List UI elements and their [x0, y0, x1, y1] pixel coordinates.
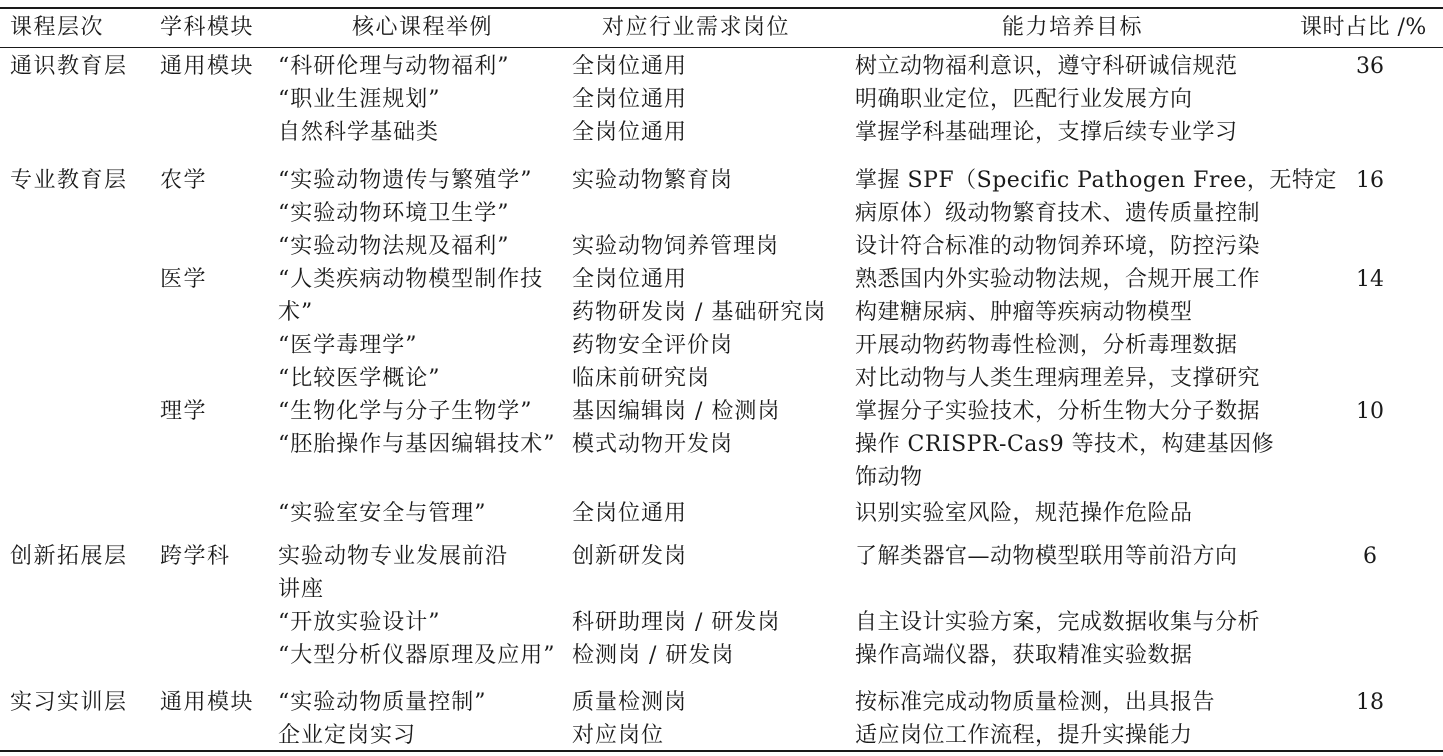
course-cell: 实验动物专业发展前沿	[278, 544, 509, 569]
header-core-courses: 核心课程举例	[352, 15, 494, 40]
course-cell: “生物化学与分子生物学”	[278, 399, 533, 424]
goal-cell: 掌握分子实验技术，分析生物大分子数据	[855, 399, 1261, 424]
goal-cell: 操作高端仪器，获取精准实验数据	[855, 643, 1193, 668]
module-cell: 通用模块	[160, 54, 255, 79]
level-cell: 专业教育层	[10, 168, 128, 193]
position-cell: 科研助理岗 / 研发岗	[572, 610, 781, 635]
course-cell: 术”	[278, 300, 314, 325]
header-hour-ratio: 课时占比 /%	[1300, 15, 1427, 40]
goal-cell: 按标准完成动物质量检测，出具报告	[855, 690, 1216, 715]
ratio-cell: 6	[1363, 544, 1377, 569]
level-cell: 创新拓展层	[10, 544, 128, 569]
position-cell: 质量检测岗	[572, 690, 688, 715]
position-cell: 药物安全评价岗	[572, 333, 734, 358]
goal-cell: 设计符合标准的动物饲养环境，防控污染	[855, 234, 1261, 259]
ratio-cell: 10	[1356, 399, 1384, 424]
position-cell: 对应岗位	[572, 723, 665, 748]
course-cell: “实验动物法规及福利”	[278, 234, 510, 259]
course-cell: 讲座	[278, 577, 325, 602]
course-cell: “胚胎操作与基因编辑技术”	[278, 432, 556, 457]
course-cell: “科研伦理与动物福利”	[278, 54, 510, 79]
position-cell: 全岗位通用	[572, 87, 688, 112]
position-cell: 全岗位通用	[572, 501, 688, 526]
course-cell: 企业定岗实习	[278, 723, 417, 748]
header-job-positions: 对应行业需求岗位	[602, 15, 791, 40]
goal-cell: 识别实验室风险，规范操作危险品	[855, 501, 1193, 526]
module-cell: 通用模块	[160, 690, 255, 715]
goal-cell: 熟悉国内外实验动物法规，合规开展工作	[855, 267, 1261, 292]
position-cell: 实验动物饲养管理岗	[572, 234, 780, 259]
module-cell: 医学	[160, 267, 208, 292]
module-cell: 理学	[160, 399, 208, 424]
position-cell: 实验动物繁育岗	[572, 168, 734, 193]
goal-cell: 掌握 SPF（Specific Pathogen Free，无特定	[855, 168, 1337, 193]
goal-cell: 自主设计实验方案，完成数据收集与分析	[855, 610, 1261, 635]
position-cell: 模式动物开发岗	[572, 432, 734, 457]
goal-cell: 了解类器官—动物模型联用等前沿方向	[855, 544, 1238, 569]
course-cell: “人类疾病动物模型制作技	[278, 267, 544, 292]
goal-cell: 病原体）级动物繁育技术、遗传质量控制	[855, 201, 1261, 226]
header-rule	[0, 47, 1443, 48]
position-cell: 全岗位通用	[572, 54, 688, 79]
position-cell: 基因编辑岗 / 检测岗	[572, 399, 781, 424]
position-cell: 创新研发岗	[572, 544, 688, 569]
ratio-cell: 36	[1356, 54, 1384, 79]
goal-cell: 对比动物与人类生理病理差异，支撑研究	[855, 366, 1261, 391]
course-cell: “实验动物遗传与繁殖学”	[278, 168, 533, 193]
ratio-cell: 16	[1356, 168, 1384, 193]
ratio-cell: 18	[1356, 690, 1384, 715]
course-cell: “比较医学概论”	[278, 366, 441, 391]
course-cell: “实验动物环境卫生学”	[278, 201, 510, 226]
goal-cell: 明确职业定位，匹配行业发展方向	[855, 87, 1193, 112]
bottom-rule	[0, 750, 1443, 752]
goal-cell: 操作 CRISPR-Cas9 等技术，构建基因修	[855, 432, 1275, 457]
goal-cell: 构建糖尿病、肿瘤等疾病动物模型	[855, 300, 1193, 325]
header-level: 课程层次	[10, 15, 105, 40]
position-cell: 临床前研究岗	[572, 366, 711, 391]
header-module: 学科模块	[160, 15, 255, 40]
course-cell: “大型分析仪器原理及应用”	[278, 643, 556, 668]
course-cell: “职业生涯规划”	[278, 87, 441, 112]
goal-cell: 适应岗位工作流程，提升实操能力	[855, 723, 1193, 748]
goal-cell: 开展动物药物毒性检测，分析毒理数据	[855, 333, 1238, 358]
header-ability-goals: 能力培养目标	[1002, 15, 1144, 40]
position-cell: 药物研发岗 / 基础研究岗	[572, 300, 827, 325]
course-cell: “开放实验设计”	[278, 610, 441, 635]
goal-cell: 饰动物	[855, 465, 923, 490]
module-cell: 农学	[160, 168, 208, 193]
position-cell: 检测岗 / 研发岗	[572, 643, 735, 668]
course-cell: “医学毒理学”	[278, 333, 418, 358]
position-cell: 全岗位通用	[572, 120, 688, 145]
level-cell: 实习实训层	[10, 690, 128, 715]
level-cell: 通识教育层	[10, 54, 128, 79]
course-cell: “实验动物质量控制”	[278, 690, 487, 715]
goal-cell: 树立动物福利意识，遵守科研诚信规范	[855, 54, 1238, 79]
position-cell: 全岗位通用	[572, 267, 688, 292]
module-cell: 跨学科	[160, 544, 231, 569]
ratio-cell: 14	[1356, 267, 1384, 292]
course-cell: 自然科学基础类	[278, 120, 440, 145]
course-cell: “实验室安全与管理”	[278, 501, 487, 526]
goal-cell: 掌握学科基础理论，支撑后续专业学习	[855, 120, 1238, 145]
top-rule	[0, 7, 1443, 9]
